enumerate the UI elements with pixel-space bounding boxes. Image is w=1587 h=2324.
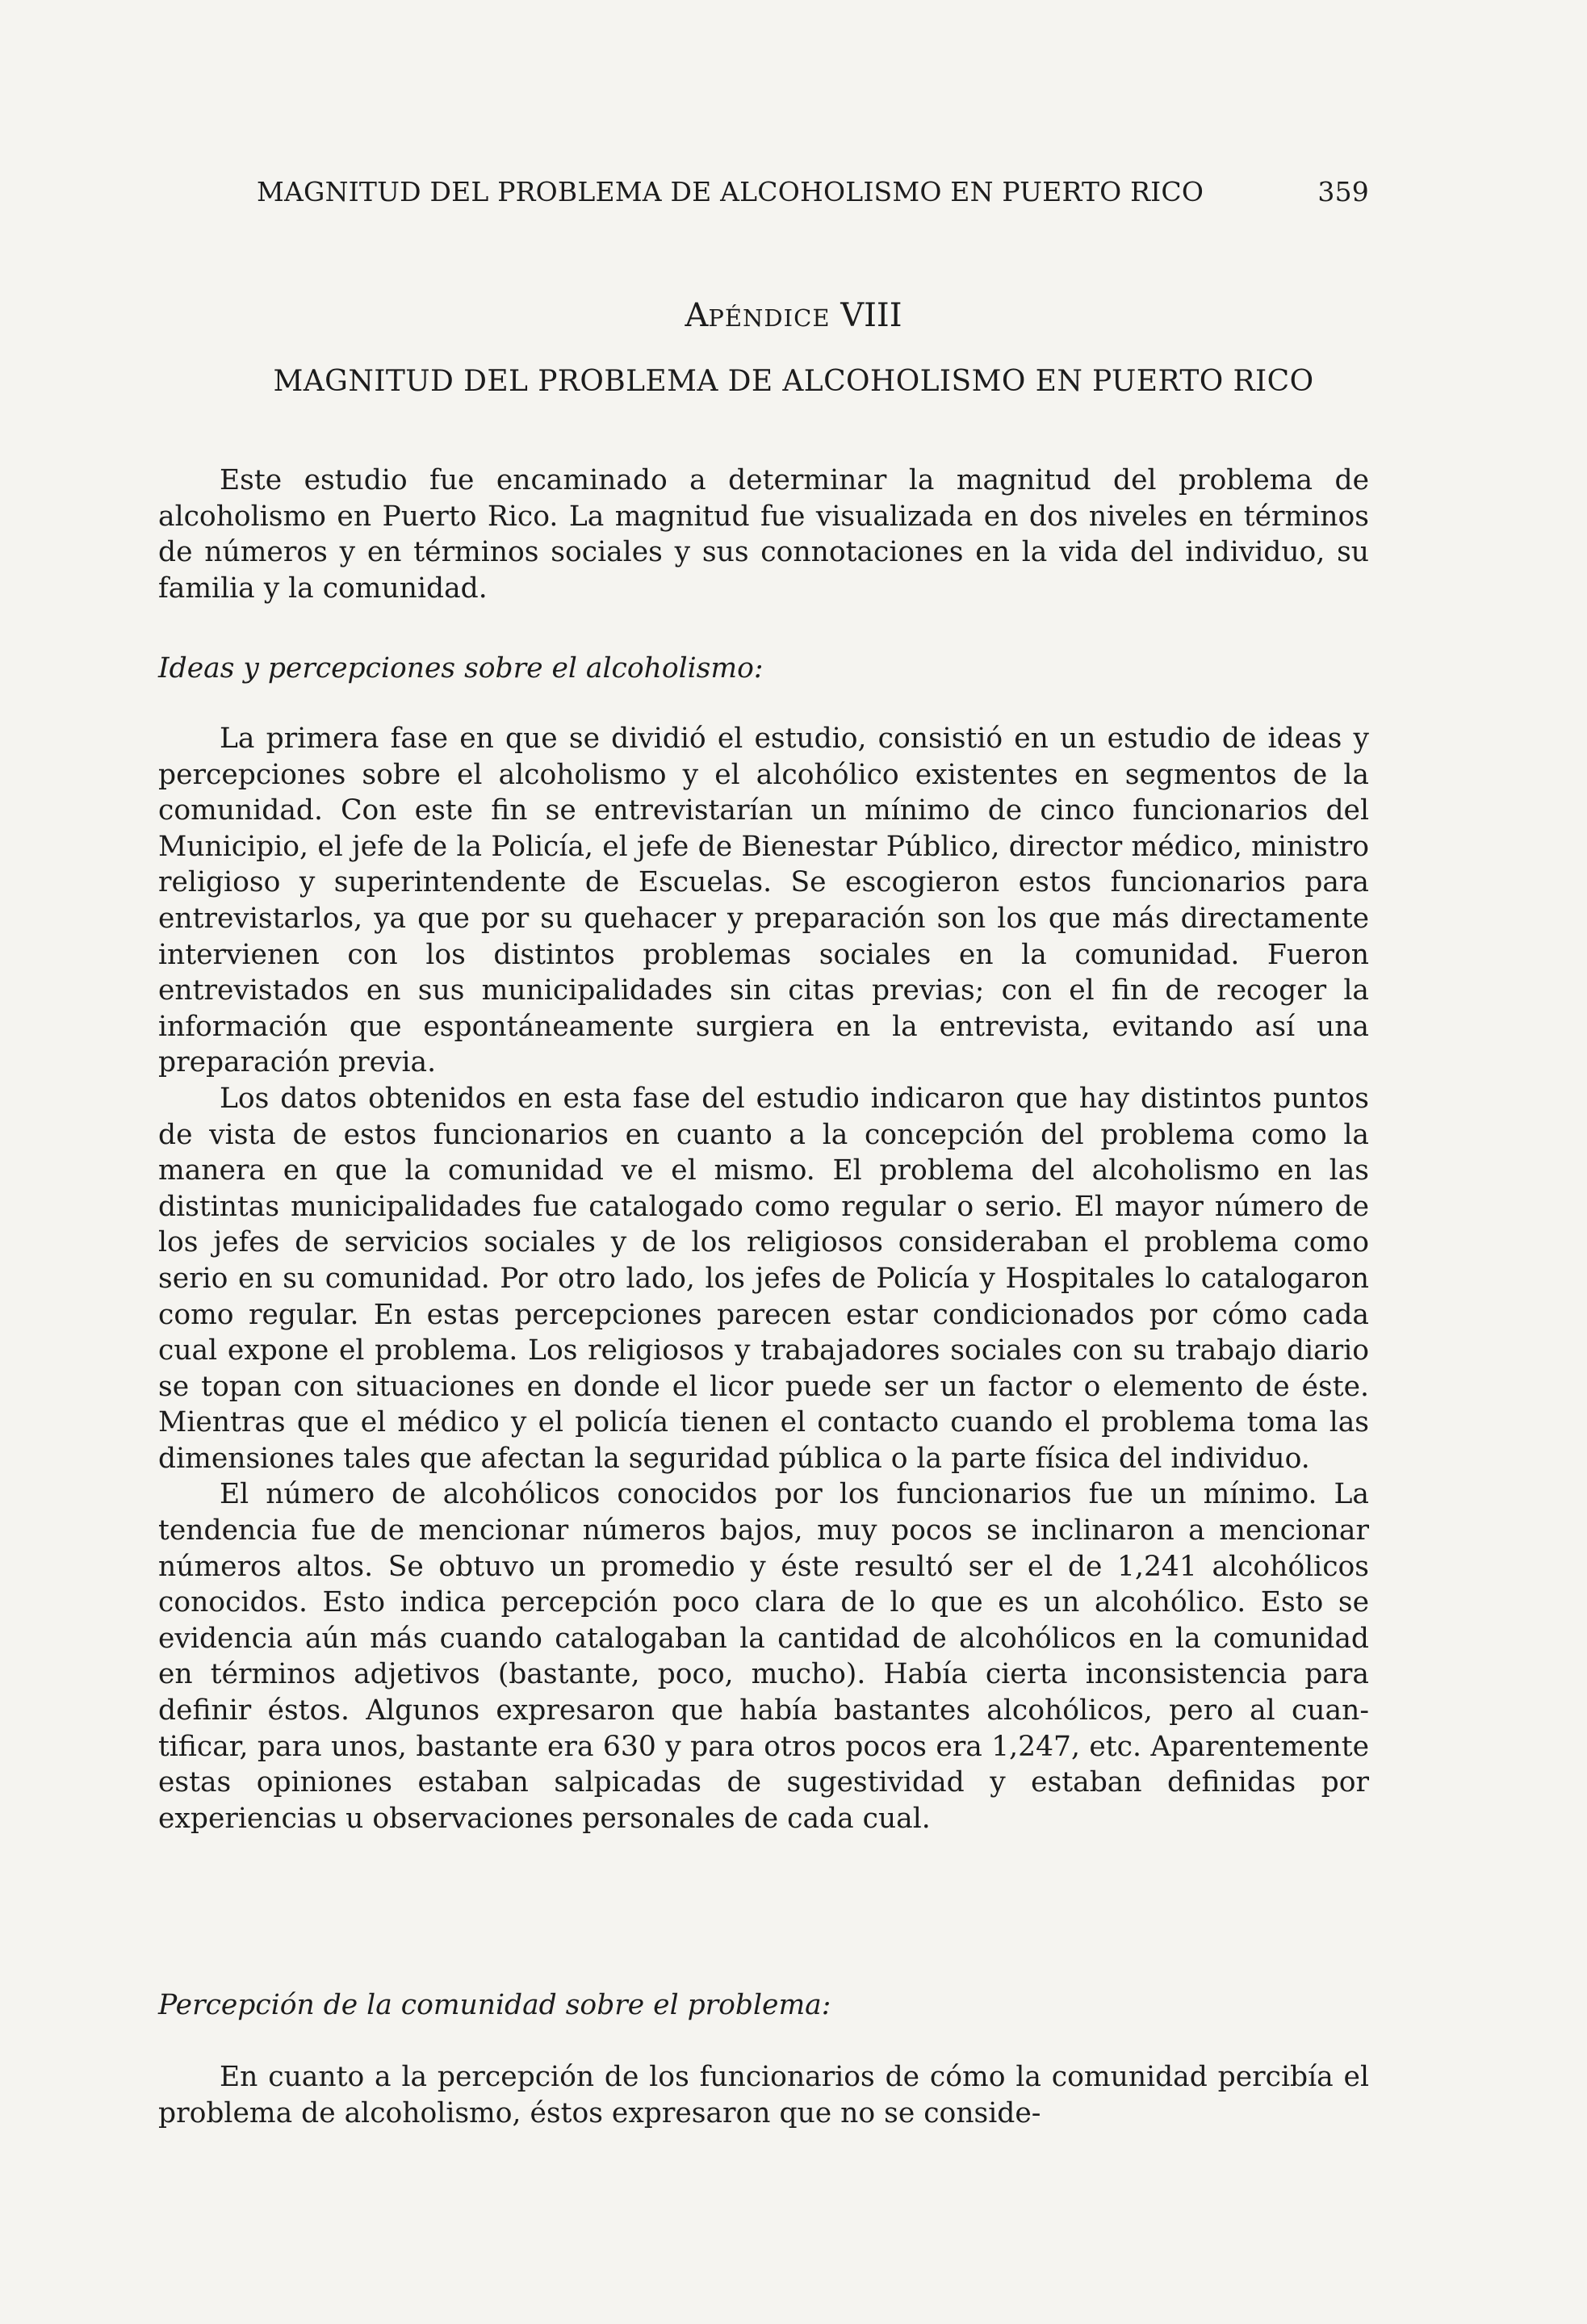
appendix-label xyxy=(0,297,1587,334)
intro-paragraph: Este estudio fue encaminado a determinar la magnitud del problema de alcoholismo en Puerto Rico. La magnitud fue visualizada en dos niveles en términos de números y en términos sociales y sus connotaciones en la vida del individuo, su familia y la comunidad. xyxy=(158,464,1369,605)
paragraph: En cuanto a la percepción de los funcionarios de cómo la comunidad percibía el problema de alcoholismo, éstos expresaron que no se conside- xyxy=(158,2061,1369,2129)
appendix-label-rest: PÉNDICE xyxy=(708,304,831,332)
paragraph: La primera fase en que se dividió el estudio, consistió en un estudio de ideas y percepciones sobre el alcoholismo y el alcohólico existentes en segmentos de la comunidad. Con este fin se entrevistarían un mínimo de cinco funcionarios del Municipio, el jefe de la Policía, el jefe de Bienestar Público, director médico, ministro religioso y superintendente de Escuelas. Se escogieron estos funcionarios para entrevistarlos, ya que por su quehacer y preparación son los que más directamente intervienen con los distintos problemas sociales en la comunidad. Fueron entrevistados en sus municipalidades sin citas previas; con el fin de recoger la información que espontáneamente surgiera en la entrevista, evitando así una preparación previa. xyxy=(158,722,1369,1079)
running-header xyxy=(257,176,1369,207)
appendix-label-number: VIII xyxy=(830,297,902,334)
running-title: MAGNITUD DEL PROBLEMA DE ALCOHOLISMO EN PUERTO RICO xyxy=(257,176,1204,207)
page-title: MAGNITUD DEL PROBLEMA DE ALCOHOLISMO EN PUERTO RICO xyxy=(273,365,1314,398)
paragraph: Los datos obtenidos en esta fase del estudio indicaron que hay distintos puntos de vista de estos funcionarios en cuanto a la concepción del problema como la manera en que la comunidad ve el mismo. El problema del alcoholismo en las distintas municipalidades fue catalogado como regular o serio. El mayor número de los jefes de servicios sociales y de los religiosos consideraban el problema como serio en su comunidad. Por otro lado, los jefes de Policía y Hospitales lo catalogaron como regular. En estas percepciones parecen estar condicionados por cómo cada cual expone el problema. Los religiosos y trabajadores sociales con su trabajo diario se topan con situaciones en donde el licor puede ser un factor o elemento de éste. Mientras que el médico y el policía tienen el contacto cuando el problema toma las dimensiones tales que afectan la seguridad pública o la parte física del individuo. xyxy=(158,1082,1369,1475)
intro-section xyxy=(158,463,1369,606)
page-number: 359 xyxy=(1317,176,1369,207)
paragraph: El número de alcohólicos conocidos por los funcionarios fue un mínimo. La tendencia fue de mencionar números bajos, muy pocos se inclinaron a mencionar números altos. Se obtuvo un promedio y éste resultó ser el de 1,241 alcohólicos conocidos. Esto indica percepción poco clara de lo que es un alcohólico. Esto se evidencia aún más cuando catalogaban la cantidad de alcohólicos en la comunidad en términos adjetivos (bastante, poco, mucho). Había cierta inconsistencia para definir éstos. Algunos expresaron que había bastantes alcohólicos, pero al cuantificar, para unos, bastante era 630 y para otros pocos era 1,247, etc. Aparentemente estas opiniones estaban salpicadas de sugestividad y estaban definidas por experiencias u observaciones personales de cada cual. xyxy=(158,1478,1369,1835)
section-heading-ideas: Ideas y percepciones sobre el alcoholismo: xyxy=(158,652,764,685)
appendix-label-initial: A xyxy=(685,297,709,334)
section-heading-percepcion: Percepción de la comunidad sobre el problema: xyxy=(158,1989,831,2021)
section-ideas-body xyxy=(158,721,1369,1836)
section-percepcion-body xyxy=(158,2059,1369,2131)
